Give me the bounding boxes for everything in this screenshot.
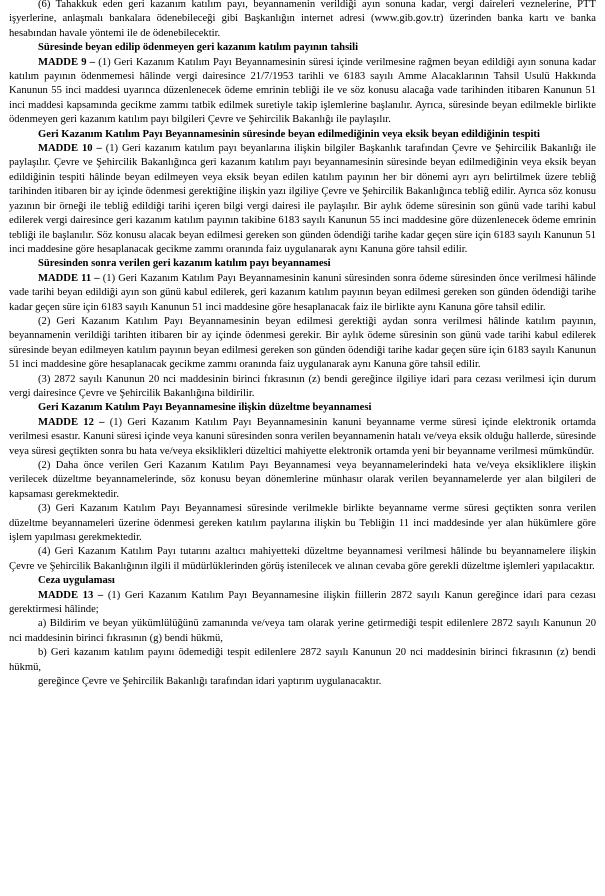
section-heading: Ceza uygulaması — [38, 575, 115, 587]
section-heading: Süresinden sonra verilen geri kazanım katılım payı beyannamesi — [38, 258, 331, 270]
article-number: MADDE 10 – — [38, 143, 102, 155]
section-heading: Geri Kazanım Katılım Payı Beyannamesinin süresinde beyan edilmediğinin veya eksik beyan edildiğinin tespiti — [38, 128, 540, 140]
article-paragraph — [9, 142, 596, 257]
article-text: (1) Geri kazanım katılım payı beyanlarına ilişkin bilgiler Başkanlık tarafından Çevre ve Şehircilik Bakanlığı ile paylaşılır. Çevre ve Şehircilik Bakanlığınca geri kazanım katılım payı beyannamesinin süresinde beyan edilmediğinin veya eksik beyan edildiğinin tespiti hâlinde beyan edilmeyen veya eksik beyan edilen katılım payının her bir dönemi ayrı ayrı belirtilmek üzere tebliğ tarihinden itibaren bir ay içinde ödenmesi gerektiğine ilişkin yazı ilgiliye Çevre ve Şehircilik Bakanlığınca tebliğ edilir. Ayrıca söz konusu yazının bir örneği ile tebliğ edildiği tarihi içeren bilgi vergi dairesi ile paylaşılır. Bir aylık ödeme süresinin son günü vade tarihi kabul edilerek vergi dairesince geri kazanım katılım payının takibine 6183 sayılı Kanunun 55 inci maddesine göre düzenlenecek ödeme emrinin tebliği ile başlanılır. Söz konusu alacak beyan edilmesi gereken son günden ödendiği tarihe kadar geçen süre için 6183 sayılı Kanunun 51 inci maddesine göre hesaplanacak gecikme zammı oranında faiz uygulanarak aynı Kanuna göre tahsil edilir. — [9, 143, 596, 255]
article-number: MADDE 9 – — [38, 56, 96, 68]
body-paragraph: (3) Geri Kazanım Katılım Payı Beyannamesi süresinde verilmekle birlikte beyanname verme süresi geçtikten sonra verilen düzeltme beyannameleri üzerine ödenmesi gereken katılım paylarına ilişkin bu Tebliğin 11 inci maddesinde yer alan hükümlere göre işlem yapılması gerekmektedir. — [9, 503, 596, 544]
article-text: (1) Geri Kazanım Katılım Payı Beyannamesinin kanuni beyanname verme süresi içinde elektronik ortamda verilmesi esastır. Kanuni süresi içinde veya kanuni süresinden sonra verilen beyannamenin hatalı ve/veya eksik olduğu hallerde, süresinde veya süresi geçtikten sonra bu hata ve/veya eksiklikleri düzeltici mahiyette elektronik ortamda yeni bir beyanname verilmesi mümkündür. — [9, 416, 596, 457]
article-number: MADDE 11 – — [38, 272, 100, 284]
body-paragraph: (6) Tahakkuk eden geri kazanım katılım payı, beyannamenin verildiği ayın sonuna kadar, vergi daireleri veznelerine, PTT işyerlerine, anlaşmalı bankalara ödenebileceği gibi Başkanlığın internet adresi (www.gib.gov.tr) üzerinden banka kartı ve banka hesabından havale yöntemi ile de ödenebilecektir. — [9, 0, 596, 39]
body-paragraph: (4) Geri Kazanım Katılım Payı tutarını azaltıcı mahiyetteki düzeltme beyannamesi verilmesi hâlinde bu beyannamelere ilişkin Çevre ve Şehircilik Bakanlığının ilgili il müdürlüklerinden görüş istenilecek ve alınan cevaba göre gerekli düzeltme işlemleri yapılacaktır. — [9, 546, 596, 572]
section-heading: Geri Kazanım Katılım Payı Beyannamesine ilişkin düzeltme beyannamesi — [38, 402, 372, 414]
body-paragraph: (2) Geri Kazanım Katılım Payı Beyannamesinin beyan edilmesi gerektiği aydan sonra verilmesi hâlinde katılım payının, beyannamenin verildiği tarihten itibaren bir ay içinde ödenmesi gerekir. Bir aylık ödeme süresinin son günü vade tarihi kabul edilerek süresinde beyan edilmeyen katılım payının beyan edilmesi gereken son günden ödendiği tarihe kadar geçen süre için 6183 sayılı Kanunun 51 inci maddesine göre hesaplanacak gecikme zammı oranında faiz uygulanarak aynı Kanuna göre tahsil edilir. — [9, 315, 596, 371]
article-text: (1) Geri Kazanım Katılım Payı Beyannamesinin kanuni süresinden sonra ödeme süresinden önce verilmesi hâlinde vade tarihi beyan edildiği ayın son günü kabul edilerek, geri kazanım katılım payının beyan edilmesi gereken son günden ödendiği tarihe kadar geçen süre için 6183 sayılı Kanunun 51 inci maddesine göre hesaplanacak faiz ile birlikte aynı Kanuna göre tahsil edilir. — [9, 272, 596, 313]
article-paragraph — [9, 56, 596, 128]
body-paragraph: (2) Daha önce verilen Geri Kazanım Katılım Payı Beyannamesi veya beyannamelerindeki hata ve/veya eksikliklere ilişkin verilecek düzeltme beyannamelerinde, söz konusu beyan dönemlerine münhasır olarak verilen beyannamelerde yer alan bilgileri de kapsaması gerekmektedir. — [9, 460, 596, 500]
article-number: MADDE 12 – — [38, 416, 105, 428]
article-text: (1) Geri Kazanım Katılım Payı Beyannamesinin süresi içinde verilmesine rağmen beyan edildiği ayın sonuna kadar katılım payının ödenmemesi hâlinde vergi dairesince 21/7/1953 tarihli ve 6183 sayılı Amme Alacaklarının Tahsil Usulü Hakkında Kanunun 55 inci maddesi uyarınca düzenlenecek ödeme emrinin tebliği ile ve söz konusu alacağa vade tarihinden itibaren Kanunun 51 inci maddesi kapsamında gecikme zammı tatbik edilmek suretiyle takip işlemlerine başlanılır. Ayrıca, süresinde beyan edilmekle birlikte ödenmeyen geri kazanım katılım payı bilgileri Çevre ve Şehircilik Bakanlığı ile paylaşılır. — [9, 56, 596, 126]
body-paragraph: b) Geri kazanım katılım payını ödemediği tespit edilenlere 2872 sayılı Kanunun 20 nci maddesinin birinci fıkrasının (z) bendi hükmü, — [9, 647, 596, 673]
article-paragraph — [9, 416, 596, 459]
section-heading: Süresinde beyan edilip ödenmeyen geri kazanım katılım payının tahsili — [38, 42, 359, 54]
article-paragraph — [9, 589, 596, 618]
article-text: (1) Geri Kazanım Katılım Payı Beyannamesine ilişkin fiillerin 2872 sayılı Kanun gereğince idari para cezası gerektirmesi hâlinde; — [9, 589, 596, 616]
body-paragraph: (3) 2872 sayılı Kanunun 20 nci maddesinin birinci fıkrasının (z) bendi gereğince ilgiliye idari para cezası verilmesi için durum vergi dairesince Çevre ve Şehircilik Bakanlığına bildirilir. — [9, 373, 596, 399]
body-paragraph: a) Bildirim ve beyan yükümlülüğünü zamanında ve/veya tam olarak yerine getirmediği tespit edilenlere 2872 sayılı Kanunun 20 nci maddesinin birinci fıkrasının (g) bendi hükmü, — [9, 618, 596, 644]
article-number: MADDE 13 – — [38, 589, 104, 601]
body-paragraph: gereğince Çevre ve Şehircilik Bakanlığı tarafından idari yaptırım uygulanacaktır. — [38, 676, 382, 688]
article-paragraph — [9, 272, 596, 315]
